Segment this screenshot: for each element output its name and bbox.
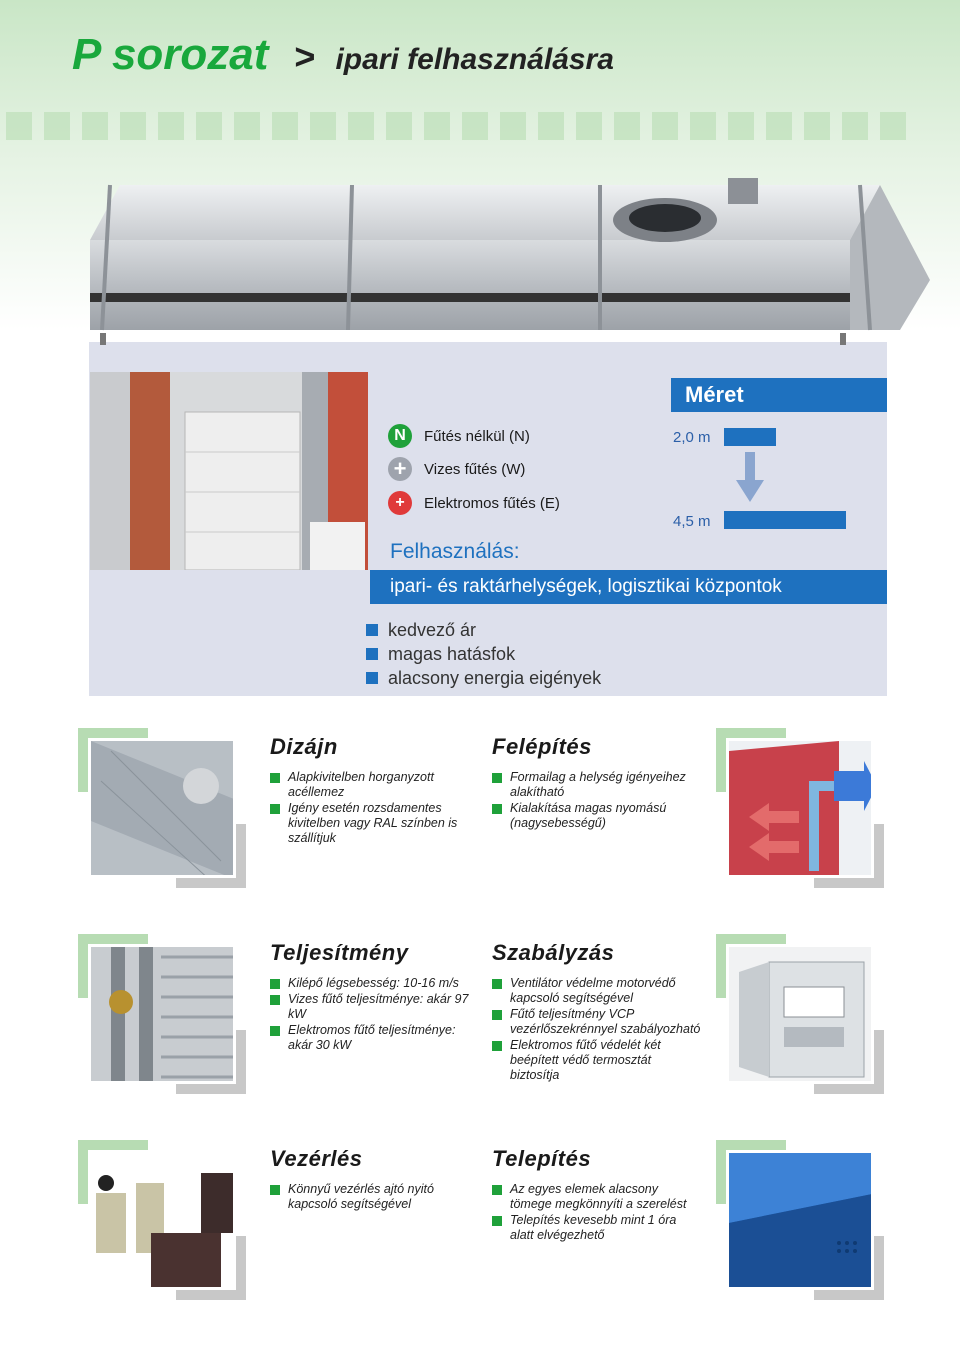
list-item: Igény esetén rozsdamentes kivitelben vagy RAL színben is szállítjuk	[270, 801, 480, 846]
page-title	[72, 30, 614, 80]
list-item: Elektromos fűtő teljesítménye: akár 30 kW	[270, 1023, 480, 1053]
feature-dizajn	[270, 734, 480, 847]
feature-title: Teljesítmény	[270, 940, 409, 965]
design-photo-frame	[78, 728, 246, 888]
list-item: magas hatásfok	[366, 642, 601, 666]
size-heading: Méret	[671, 378, 887, 412]
list-item: Könnyű vezérlés ajtó nyitó kapcsoló segítségével	[270, 1182, 480, 1212]
electric-heating-icon: +	[388, 491, 412, 515]
feature-teljesitmeny	[270, 940, 480, 1054]
title-separator: >	[294, 36, 316, 77]
list-item: kedvező ár	[366, 618, 601, 642]
construction-diagram-frame	[716, 728, 884, 888]
air-curtain-unit-image	[60, 170, 940, 350]
size-max-label: 4,5 m	[673, 513, 711, 530]
feature-telepites	[492, 1146, 702, 1244]
feature-title: Szabályzás	[492, 940, 615, 965]
feature-vezerles	[270, 1146, 480, 1213]
feature-title: Felépítés	[492, 734, 592, 759]
decorative-stripes	[0, 112, 960, 142]
variant-label: Vizes fűtés (W)	[424, 460, 526, 478]
list-item: Kialakítása magas nyomású (nagysebességű)	[492, 801, 702, 831]
no-heating-icon: N	[388, 424, 412, 448]
industrial-door-photo	[90, 372, 368, 570]
performance-photo-frame	[78, 934, 246, 1094]
list-item: Formailag a helység igényeihez alakítható	[492, 770, 702, 800]
variant-label: Fűtés nélkül (N)	[424, 427, 530, 445]
feature-title: Vezérlés	[270, 1146, 363, 1171]
usage-text: ipari- és raktárhelységek, logisztikai központok	[370, 570, 887, 604]
feature-title: Dizájn	[270, 734, 338, 759]
installation-photo-frame	[716, 1140, 884, 1300]
control-cabinet-frame	[716, 934, 884, 1094]
list-item: Fűtő teljesítmény VCP vezérlőszekrénnyel szabályozható	[492, 1007, 702, 1037]
usage-heading: Felhasználás:	[390, 540, 520, 563]
size-max-bar	[724, 511, 846, 529]
size-min-label: 2,0 m	[673, 429, 711, 446]
benefit-list	[366, 618, 601, 690]
series-subtitle: ipari felhasználásra	[335, 43, 614, 76]
series-name: P sorozat	[72, 30, 269, 79]
list-item: Elektromos fűtő védelét két beépített védő termosztát biztosítja	[492, 1038, 702, 1083]
list-item: alacsony energia eigények	[366, 666, 601, 690]
list-item: Az egyes elemek alacsony tömege megkönnyíti a szerelést	[492, 1182, 702, 1212]
variant-no-heating	[388, 424, 530, 448]
water-heating-icon: +	[388, 457, 412, 481]
arrow-down-icon	[736, 452, 764, 504]
feature-szabalyzas	[492, 940, 702, 1084]
switch-photo-frame	[78, 1140, 246, 1300]
list-item: Alapkivitelben horganyzott acéllemez	[270, 770, 480, 800]
variant-water-heating	[388, 457, 525, 481]
variant-label: Elektromos fűtés (E)	[424, 494, 560, 512]
list-item: Ventilátor védelme motorvédő kapcsoló segítségével	[492, 976, 702, 1006]
variant-electric-heating	[388, 491, 560, 515]
size-min-bar	[724, 428, 776, 446]
list-item: Vizes fűtő teljesítménye: akár 97 kW	[270, 992, 480, 1022]
feature-felepites	[492, 734, 702, 832]
list-item: Kilépő légsebesség: 10-16 m/s	[270, 976, 480, 991]
feature-title: Telepítés	[492, 1146, 592, 1171]
list-item: Telepítés kevesebb mint 1 óra alatt elvégezhető	[492, 1213, 702, 1243]
